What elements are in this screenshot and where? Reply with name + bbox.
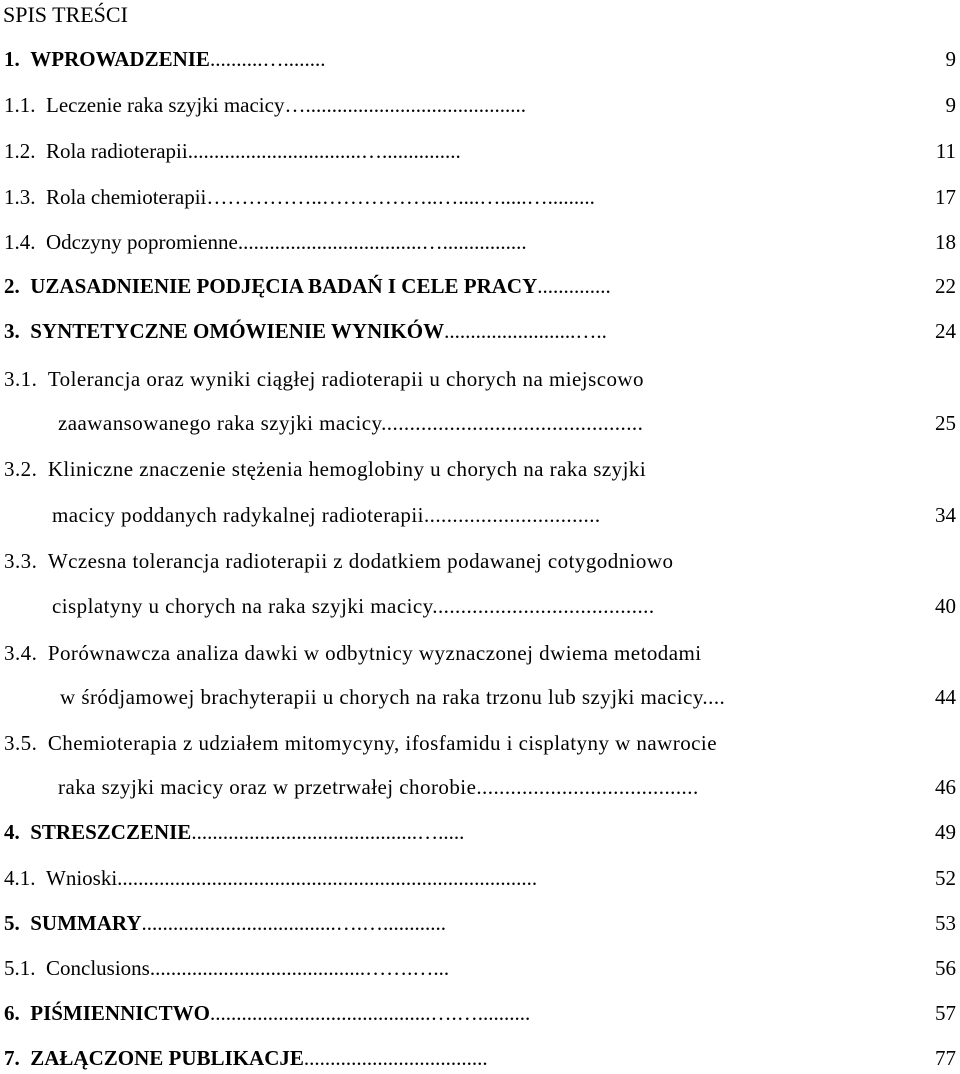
toc-entry — [4, 46, 325, 72]
toc-entry-number: 1. — [4, 47, 20, 71]
toc-entry-page: 11 — [935, 139, 956, 163]
toc-entry-leader: .................................…............... — [187, 139, 461, 163]
toc-entry-page: 77 — [935, 1046, 956, 1070]
toc-entry-number: 1.4. — [4, 230, 36, 254]
toc-entry — [4, 456, 646, 482]
toc-entry-title: UZASADNIENIE PODJĘCIA BADAŃ I CELE PRACY — [30, 274, 538, 298]
toc-entry-continuation — [60, 684, 725, 710]
toc-entry-leader: ...........................................…..... — [191, 820, 465, 844]
toc-entry-leader: ….......................................... — [284, 93, 526, 117]
toc-entry-leader: ..........…........ — [209, 47, 326, 71]
toc-entry-number: 1.1. — [4, 93, 36, 117]
toc-entry-title: STRESZCZENIE — [30, 820, 192, 844]
toc-entry-title: Porównawcza analiza dawki w odbytnicy wyznaczonej dwiema metodami — [47, 641, 702, 665]
toc-entry-leader: ................................... — [303, 1046, 488, 1070]
toc-entry-number: 3.3. — [4, 549, 38, 573]
toc-entry — [4, 92, 526, 118]
toc-entry-number: 3.2. — [4, 457, 38, 481]
toc-entry-number: 7. — [4, 1046, 20, 1070]
toc-entry-leader: .... — [702, 685, 726, 709]
toc-entry-continuation — [58, 410, 643, 436]
toc-entry-title: WPROWADZENIE — [30, 47, 210, 71]
toc-entry-title: macicy poddanych radykalnej radioterapii — [52, 503, 424, 527]
toc-entry-page: 40 — [935, 594, 956, 618]
toc-entry-leader: .........................................…….…... — [149, 956, 450, 980]
toc-entry-title: Conclusions — [46, 956, 150, 980]
toc-entry-page: 56 — [935, 956, 956, 980]
toc-entry-title: w śródjamowej brachyterapii u chorych na raka trzonu lub szyjki macicy — [60, 685, 703, 709]
toc-entry-title: Wnioski — [46, 866, 118, 890]
toc-entry-page: 46 — [935, 775, 956, 799]
toc-entry-leader: ……………..……………..…....….....…......... — [206, 185, 595, 209]
toc-entry-title: Rola chemioterapii — [46, 185, 207, 209]
toc-entry — [4, 640, 702, 666]
toc-entry-number: 2. — [4, 274, 20, 298]
toc-entry — [4, 819, 464, 845]
toc-entry — [4, 548, 673, 574]
toc-entry-leader: ............................... — [423, 503, 601, 527]
toc-entry-page: 17 — [935, 185, 956, 209]
toc-entry — [4, 730, 717, 756]
toc-entry — [4, 318, 607, 344]
toc-entry — [4, 1000, 530, 1026]
toc-entry-page: 9 — [945, 93, 956, 117]
toc-entry-leader: .....................................….…............ — [141, 911, 446, 935]
toc-entry-leader: .........................….. — [444, 319, 607, 343]
toc-entry-number: 3.1. — [4, 367, 38, 391]
toc-entry-continuation — [52, 502, 601, 528]
toc-entry-page: 18 — [935, 230, 956, 254]
toc-entry-page: 24 — [935, 319, 956, 343]
toc-entry-title: PIŚMIENNICTWO — [30, 1001, 210, 1025]
toc-entry-page: 52 — [935, 866, 956, 890]
toc-entry-title: cisplatyny u chorych na raka szyjki macicy — [52, 594, 433, 618]
toc-entry — [4, 1045, 488, 1071]
toc-entry-page: 49 — [935, 820, 956, 844]
toc-entry-number: 5. — [4, 911, 20, 935]
toc-entry-leader: ..........................................….….......... — [209, 1001, 531, 1025]
toc-entry-title: SYNTETYCZNE OMÓWIENIE WYNIKÓW — [30, 319, 445, 343]
toc-entry-title: Kliniczne znaczenie stężenia hemoglobiny u chorych na raka szyjki — [47, 457, 647, 481]
toc-entry — [4, 865, 537, 891]
toc-entry-leader: ...................................…................ — [237, 230, 527, 254]
toc-entry — [4, 955, 449, 981]
toc-entry-page: 22 — [935, 274, 956, 298]
toc-entry-title: SUMMARY — [30, 911, 142, 935]
toc-entry-leader: .............................................. — [381, 411, 644, 435]
toc-entry-number: 1.3. — [4, 185, 36, 209]
toc-entry-page: 34 — [935, 503, 956, 527]
toc-entry-title: ZAŁĄCZONE PUBLIKACJE — [30, 1046, 304, 1070]
toc-entry-title: zaawansowanego raka szyjki macicy — [58, 411, 382, 435]
toc-entry-title: Chemioterapia z udziałem mitomycyny, ifosfamidu i cisplatyny w nawrocie — [47, 731, 717, 755]
toc-entry-title: Odczyny popromienne — [46, 230, 238, 254]
toc-entry-number: 6. — [4, 1001, 20, 1025]
toc-entry-number: 3. — [4, 319, 20, 343]
toc-entry — [4, 366, 644, 392]
toc-entry-continuation — [58, 774, 699, 800]
toc-entry-number: 1.2. — [4, 139, 36, 163]
toc-entry-leader: ....................................... — [432, 594, 655, 618]
toc-entry-page: 53 — [935, 911, 956, 935]
toc-entry — [4, 138, 461, 164]
toc-entry-number: 5.1. — [4, 956, 36, 980]
toc-entry — [4, 184, 595, 210]
toc-entry-number: 4.1. — [4, 866, 36, 890]
toc-entry-number: 3.4. — [4, 641, 38, 665]
toc-entry — [4, 910, 446, 936]
toc-entry-page: 44 — [935, 685, 956, 709]
toc-entry-number: 3.5. — [4, 731, 38, 755]
toc-entry — [4, 273, 611, 299]
toc-entry-title: Rola radioterapii — [46, 139, 188, 163]
toc-entry-page: 25 — [935, 411, 956, 435]
toc-entry-leader: ................................................................................ — [117, 866, 538, 890]
toc-entry-title: Tolerancja oraz wyniki ciągłej radioterapii u chorych na miejscowo — [47, 367, 644, 391]
toc-entry-leader: .............. — [537, 274, 611, 298]
toc-title: SPIS TREŚCI — [3, 2, 128, 27]
toc-entry-page: 57 — [935, 1001, 956, 1025]
toc-entry-title: Wczesna tolerancja radioterapii z dodatkiem podawanej cotygodniowo — [47, 549, 674, 573]
toc-entry-title: raka szyjki macicy oraz w przetrwałej chorobie — [58, 775, 477, 799]
toc-entry-title: Leczenie raka szyjki macicy — [46, 93, 285, 117]
toc-entry-continuation — [52, 593, 655, 619]
toc-entry-page: 9 — [945, 47, 956, 71]
toc-entry-leader: ....................................... — [476, 775, 699, 799]
toc-entry — [4, 229, 527, 255]
toc-entry-number: 4. — [4, 820, 20, 844]
